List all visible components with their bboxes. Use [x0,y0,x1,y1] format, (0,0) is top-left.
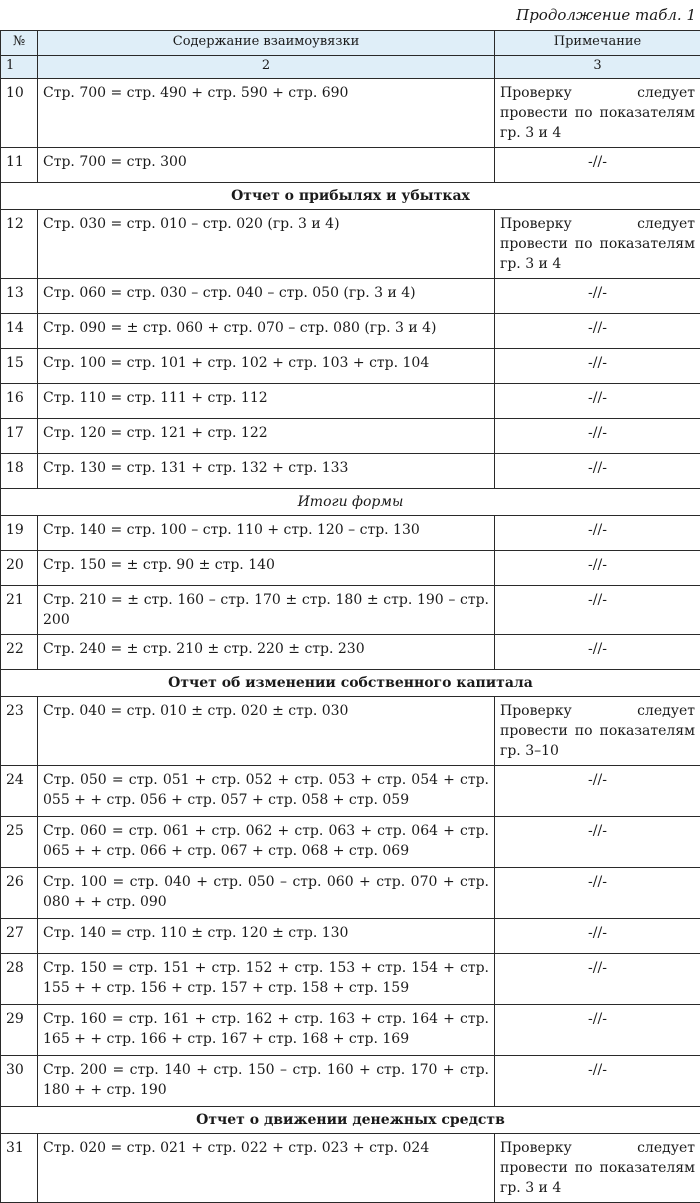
row-note: -//- [495,419,700,454]
table-row [1,817,700,868]
section-title: Отчет об изменении собственного капитала [1,670,700,697]
table-row [1,551,700,586]
row-note: -//- [495,635,700,670]
table-header-row [1,31,700,56]
row-number: 21 [1,586,38,635]
row-formula: Стр. 160 = стр. 161 + стр. 162 + стр. 163 + стр. 164 + стр. 165 + + стр. 166 + стр. 167 + стр. 168 + стр. 169 [38,1005,495,1056]
row-formula: Стр. 040 = стр. 010 ± стр. 020 ± стр. 030 [38,697,495,766]
row-formula: Стр. 060 = стр. 030 – стр. 040 – стр. 050 (гр. 3 и 4) [38,279,495,314]
row-number: 22 [1,635,38,670]
table-row [1,516,700,551]
row-formula: Стр. 150 = стр. 151 + стр. 152 + стр. 153 + стр. 154 + стр. 155 + + стр. 156 + стр. 157 + стр. 158 + стр. 159 [38,954,495,1005]
row-number: 27 [1,919,38,954]
row-formula: Стр. 700 = стр. 300 [38,148,495,183]
subsection-title: Итоги формы [1,489,700,516]
row-number: 31 [1,1134,38,1203]
row-formula: Стр. 020 = стр. 021 + стр. 022 + стр. 023 + стр. 024 [38,1134,495,1203]
table-row [1,349,700,384]
row-formula: Стр. 050 = стр. 051 + стр. 052 + стр. 053 + стр. 054 + стр. 055 + + стр. 056 + стр. 057 + стр. 058 + стр. 059 [38,766,495,817]
table-body [1,56,700,1203]
table-row [1,79,700,148]
table-row [1,454,700,489]
row-number: 30 [1,1056,38,1107]
row-note: -//- [495,279,700,314]
table-row [1,384,700,419]
row-note: -//- [495,454,700,489]
row-formula: Стр. 240 = ± стр. 210 ± стр. 220 ± стр. 230 [38,635,495,670]
row-formula: Стр. 130 = стр. 131 + стр. 132 + стр. 133 [38,454,495,489]
row-formula: Стр. 140 = стр. 110 ± стр. 120 ± стр. 130 [38,919,495,954]
row-note: -//- [495,349,700,384]
row-number: 10 [1,79,38,148]
row-formula: Стр. 030 = стр. 010 – стр. 020 (гр. 3 и 4) [38,210,495,279]
row-note: -//- [495,766,700,817]
table-continuation-caption: Продолжение табл. 1 [0,0,700,30]
row-note: -//- [495,919,700,954]
row-number: 19 [1,516,38,551]
row-note: -//- [495,1005,700,1056]
table-row [1,919,700,954]
row-formula: Стр. 120 = стр. 121 + стр. 122 [38,419,495,454]
row-note: Проверку следует провести по показателям гр. 3–10 [495,697,700,766]
row-note: -//- [495,586,700,635]
table-row [1,314,700,349]
header-note: Примечание [495,31,700,56]
row-number: 12 [1,210,38,279]
row-formula: Стр. 700 = стр. 490 + стр. 590 + стр. 690 [38,79,495,148]
row-note: -//- [495,314,700,349]
row-number: 13 [1,279,38,314]
row-number: 26 [1,868,38,919]
table-row [1,148,700,183]
row-note: -//- [495,868,700,919]
column-number-1: 1 [1,56,38,79]
row-formula: Стр. 100 = стр. 101 + стр. 102 + стр. 103 + стр. 104 [38,349,495,384]
row-number: 24 [1,766,38,817]
section-title: Отчет о прибылях и убытках [1,183,700,210]
row-number: 16 [1,384,38,419]
row-number: 20 [1,551,38,586]
row-note: Проверку следует провести по показателям гр. 3 и 4 [495,210,700,279]
table-row [1,586,700,635]
section-heading-row [1,670,700,697]
row-formula: Стр. 150 = ± стр. 90 ± стр. 140 [38,551,495,586]
row-note: -//- [495,954,700,1005]
row-formula: Стр. 110 = стр. 111 + стр. 112 [38,384,495,419]
column-number-row [1,56,700,79]
table-row [1,1134,700,1203]
header-content: Содержание взаимоувязки [38,31,495,56]
consistency-table [0,30,700,1203]
row-number: 23 [1,697,38,766]
column-number-3: 3 [495,56,700,79]
row-note: -//- [495,817,700,868]
row-note: -//- [495,148,700,183]
section-heading-row [1,183,700,210]
row-formula: Стр. 090 = ± стр. 060 + стр. 070 – стр. 080 (гр. 3 и 4) [38,314,495,349]
row-formula: Стр. 140 = стр. 100 – стр. 110 + стр. 120 – стр. 130 [38,516,495,551]
row-number: 17 [1,419,38,454]
table-row [1,697,700,766]
row-number: 28 [1,954,38,1005]
table-row [1,1056,700,1107]
table-row [1,954,700,1005]
row-note: Проверку следует провести по показателям гр. 3 и 4 [495,79,700,148]
table-row [1,868,700,919]
row-note: -//- [495,516,700,551]
row-formula: Стр. 210 = ± стр. 160 – стр. 170 ± стр. 180 ± стр. 190 – стр. 200 [38,586,495,635]
table-row [1,766,700,817]
row-note: -//- [495,384,700,419]
row-formula: Стр. 060 = стр. 061 + стр. 062 + стр. 063 + стр. 064 + стр. 065 + + стр. 066 + стр. 067 + стр. 068 + стр. 069 [38,817,495,868]
table-row [1,210,700,279]
row-number: 11 [1,148,38,183]
table-row [1,1005,700,1056]
column-number-2: 2 [38,56,495,79]
row-number: 14 [1,314,38,349]
row-number: 25 [1,817,38,868]
table-row [1,419,700,454]
section-title: Отчет о движении денежных средств [1,1107,700,1134]
table-row [1,635,700,670]
subsection-heading-row [1,489,700,516]
header-number: № [1,31,38,56]
row-note: Проверку следует провести по показателям гр. 3 и 4 [495,1134,700,1203]
row-note: -//- [495,1056,700,1107]
row-formula: Стр. 200 = стр. 140 + стр. 150 – стр. 160 + стр. 170 + стр. 180 + + стр. 190 [38,1056,495,1107]
row-number: 18 [1,454,38,489]
row-number: 29 [1,1005,38,1056]
row-note: -//- [495,551,700,586]
table-row [1,279,700,314]
row-formula: Стр. 100 = стр. 040 + стр. 050 – стр. 060 + стр. 070 + стр. 080 + + стр. 090 [38,868,495,919]
row-number: 15 [1,349,38,384]
section-heading-row [1,1107,700,1134]
